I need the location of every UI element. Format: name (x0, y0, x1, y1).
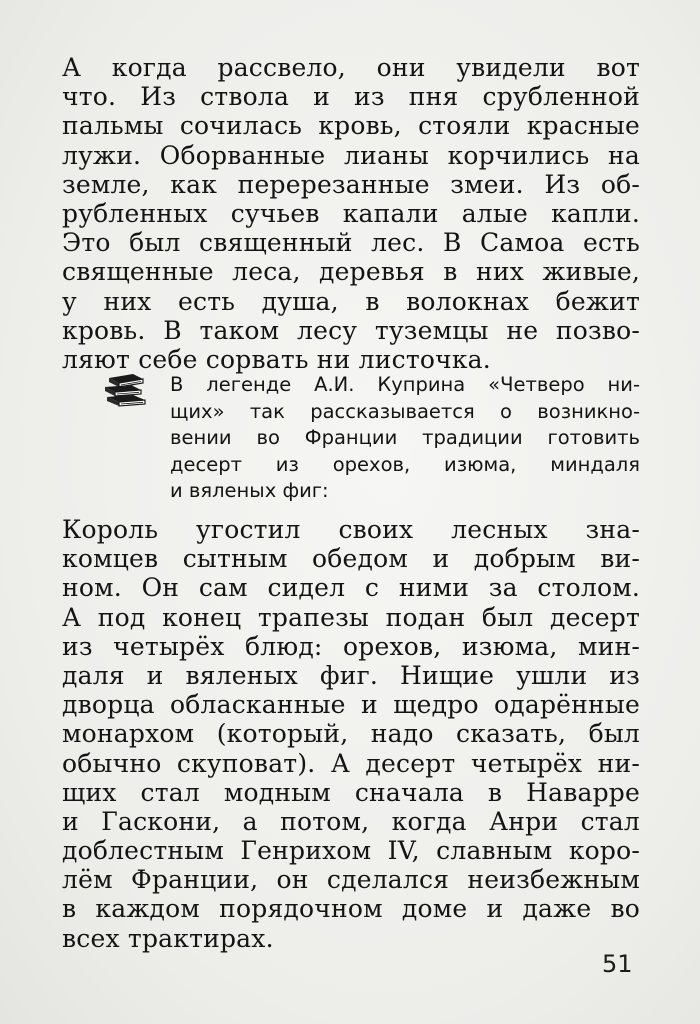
text-line: в каждом порядочном доме и даже во (62, 894, 640, 924)
paragraph-four-beggars-dessert (62, 515, 640, 953)
text-line: ном. Он сам сидел с ними за столом. (62, 573, 640, 603)
text-line: монархом (который, надо сказать, был (62, 719, 640, 749)
paragraph-samoa-forest (62, 53, 640, 374)
text-line: кровь. В таком лесу туземцы не позво- (62, 315, 640, 345)
text-line: Это был священный лес. В Самоа есть (62, 228, 640, 258)
text-line: щих стал модным сначала в Наварре (62, 777, 640, 807)
page-number: 51 (602, 950, 633, 978)
text-line: Король угостил своих лесных зна- (62, 515, 640, 544)
text-line: из четырёх блюд: орехов, изюма, мин- (62, 631, 640, 661)
note-line: щих» так рассказывается о возникно- (170, 399, 640, 423)
stack-of-books-icon (103, 372, 147, 408)
text-line: комцев сытным обедом и добрым ви- (62, 544, 640, 574)
text-line: священные леса, деревья в них живые, (62, 257, 640, 287)
text-line: доблестным Генрихом IV, славным коро- (62, 836, 640, 866)
note-line: вении во Франции традиции готовить (170, 426, 640, 449)
text-line: дворца обласканные и щедро одарённые (62, 690, 640, 720)
text-line: и Гаскони, а потом, когда Анри стал (62, 806, 640, 836)
note-kuprin-legend (170, 372, 640, 505)
text-line: земле, как перерезанные змеи. Из об- (62, 169, 640, 199)
text-line: обычно скуповат). А десерт четырёх ни- (62, 748, 640, 778)
text-line: пальмы сочилась кровь, стояли красные (62, 111, 640, 141)
text-line: А под конец трапезы подан был десерт (62, 602, 640, 632)
note-line: В легенде А.И. Куприна «Четверо ни- (170, 373, 640, 396)
text-line: всех трактирах. (62, 923, 274, 953)
text-line: рубленных сучьев капали алые капли. (62, 198, 640, 228)
text-line: что. Из ствола и из пня срубленной (62, 82, 640, 112)
note-line: десерт из орехов, изюма, миндаля (170, 452, 640, 476)
text-line: ляют себе сорвать ни листочка. (62, 344, 491, 374)
text-line: даля и вяленых фиг. Нищие ушли из (62, 660, 640, 690)
text-line: А когда рассвело, они увидели вот (62, 53, 640, 82)
text-line: лём Франции, он сделался неизбежным (62, 865, 640, 895)
text-line: у них есть душа, в волокнах бежит (62, 286, 640, 316)
text-line: лужи. Оборванные лианы корчились на (62, 140, 640, 170)
note-line: и вяленых фиг: (170, 479, 329, 502)
